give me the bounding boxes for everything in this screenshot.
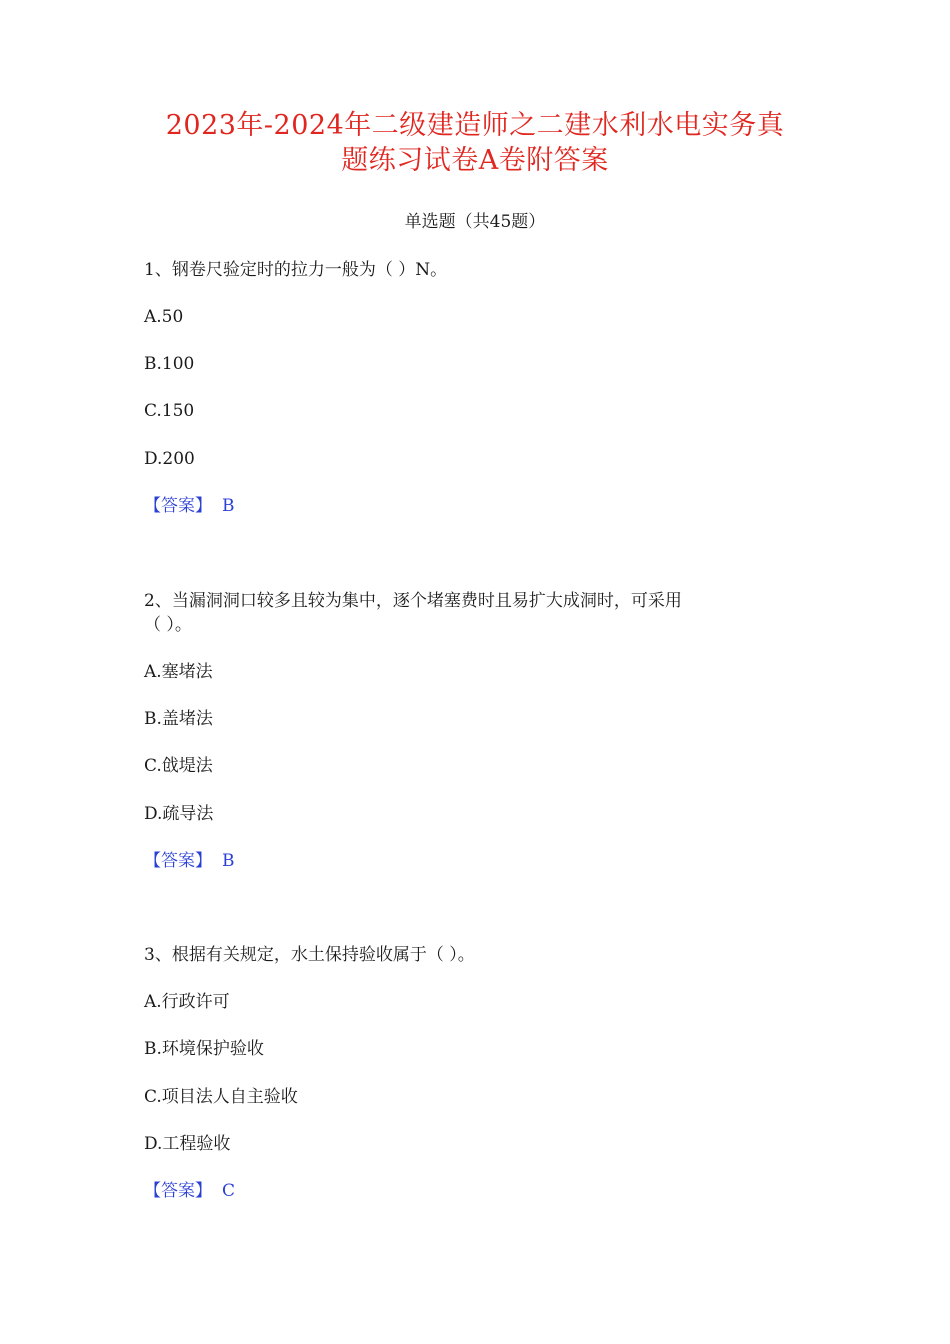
answer-value: C — [222, 1181, 236, 1201]
question-stem: 2、当漏洞洞口较多且较为集中，逐个堵塞费时且易扩大成洞时，可采用 — [144, 591, 682, 611]
answer-label: 【答案】 — [144, 1181, 212, 1201]
option-a: A.50 — [144, 307, 184, 327]
answer-label: 【答案】 — [144, 851, 212, 871]
option-c: C.项目法人自主验收 — [144, 1087, 298, 1107]
option-b: B.环境保护验收 — [144, 1039, 264, 1059]
question-stem: 1、钢卷尺验定时的拉力一般为（ ）N。 — [144, 260, 448, 280]
question-stem: 3、根据有关规定，水土保持验收属于（ ）。 — [144, 945, 475, 965]
option-d: D.工程验收 — [144, 1134, 231, 1154]
answer-line — [144, 494, 235, 518]
option-b: B.盖堵法 — [144, 709, 213, 729]
option-c: C.150 — [144, 401, 195, 421]
question-stem-continued: （ ）。 — [144, 615, 192, 635]
option-b: B.100 — [144, 354, 195, 374]
answer-label: 【答案】 — [144, 496, 212, 516]
section-heading: 单选题（共45题） — [404, 212, 546, 232]
answer-value: B — [222, 496, 235, 516]
option-d: D.疏导法 — [144, 804, 214, 824]
document-title-line-1: 2023年-2024年二级建造师之二建水利水电实务真 — [165, 110, 785, 141]
option-a: A.塞堵法 — [144, 662, 213, 682]
answer-value: B — [222, 851, 235, 871]
answer-line — [144, 849, 235, 873]
answer-line — [144, 1179, 235, 1203]
option-c: C.戗堤法 — [144, 756, 213, 776]
document-title-line-2: 题练习试卷A卷附答案 — [341, 145, 609, 176]
option-d: D.200 — [144, 449, 195, 469]
option-a: A.行政许可 — [144, 992, 230, 1012]
